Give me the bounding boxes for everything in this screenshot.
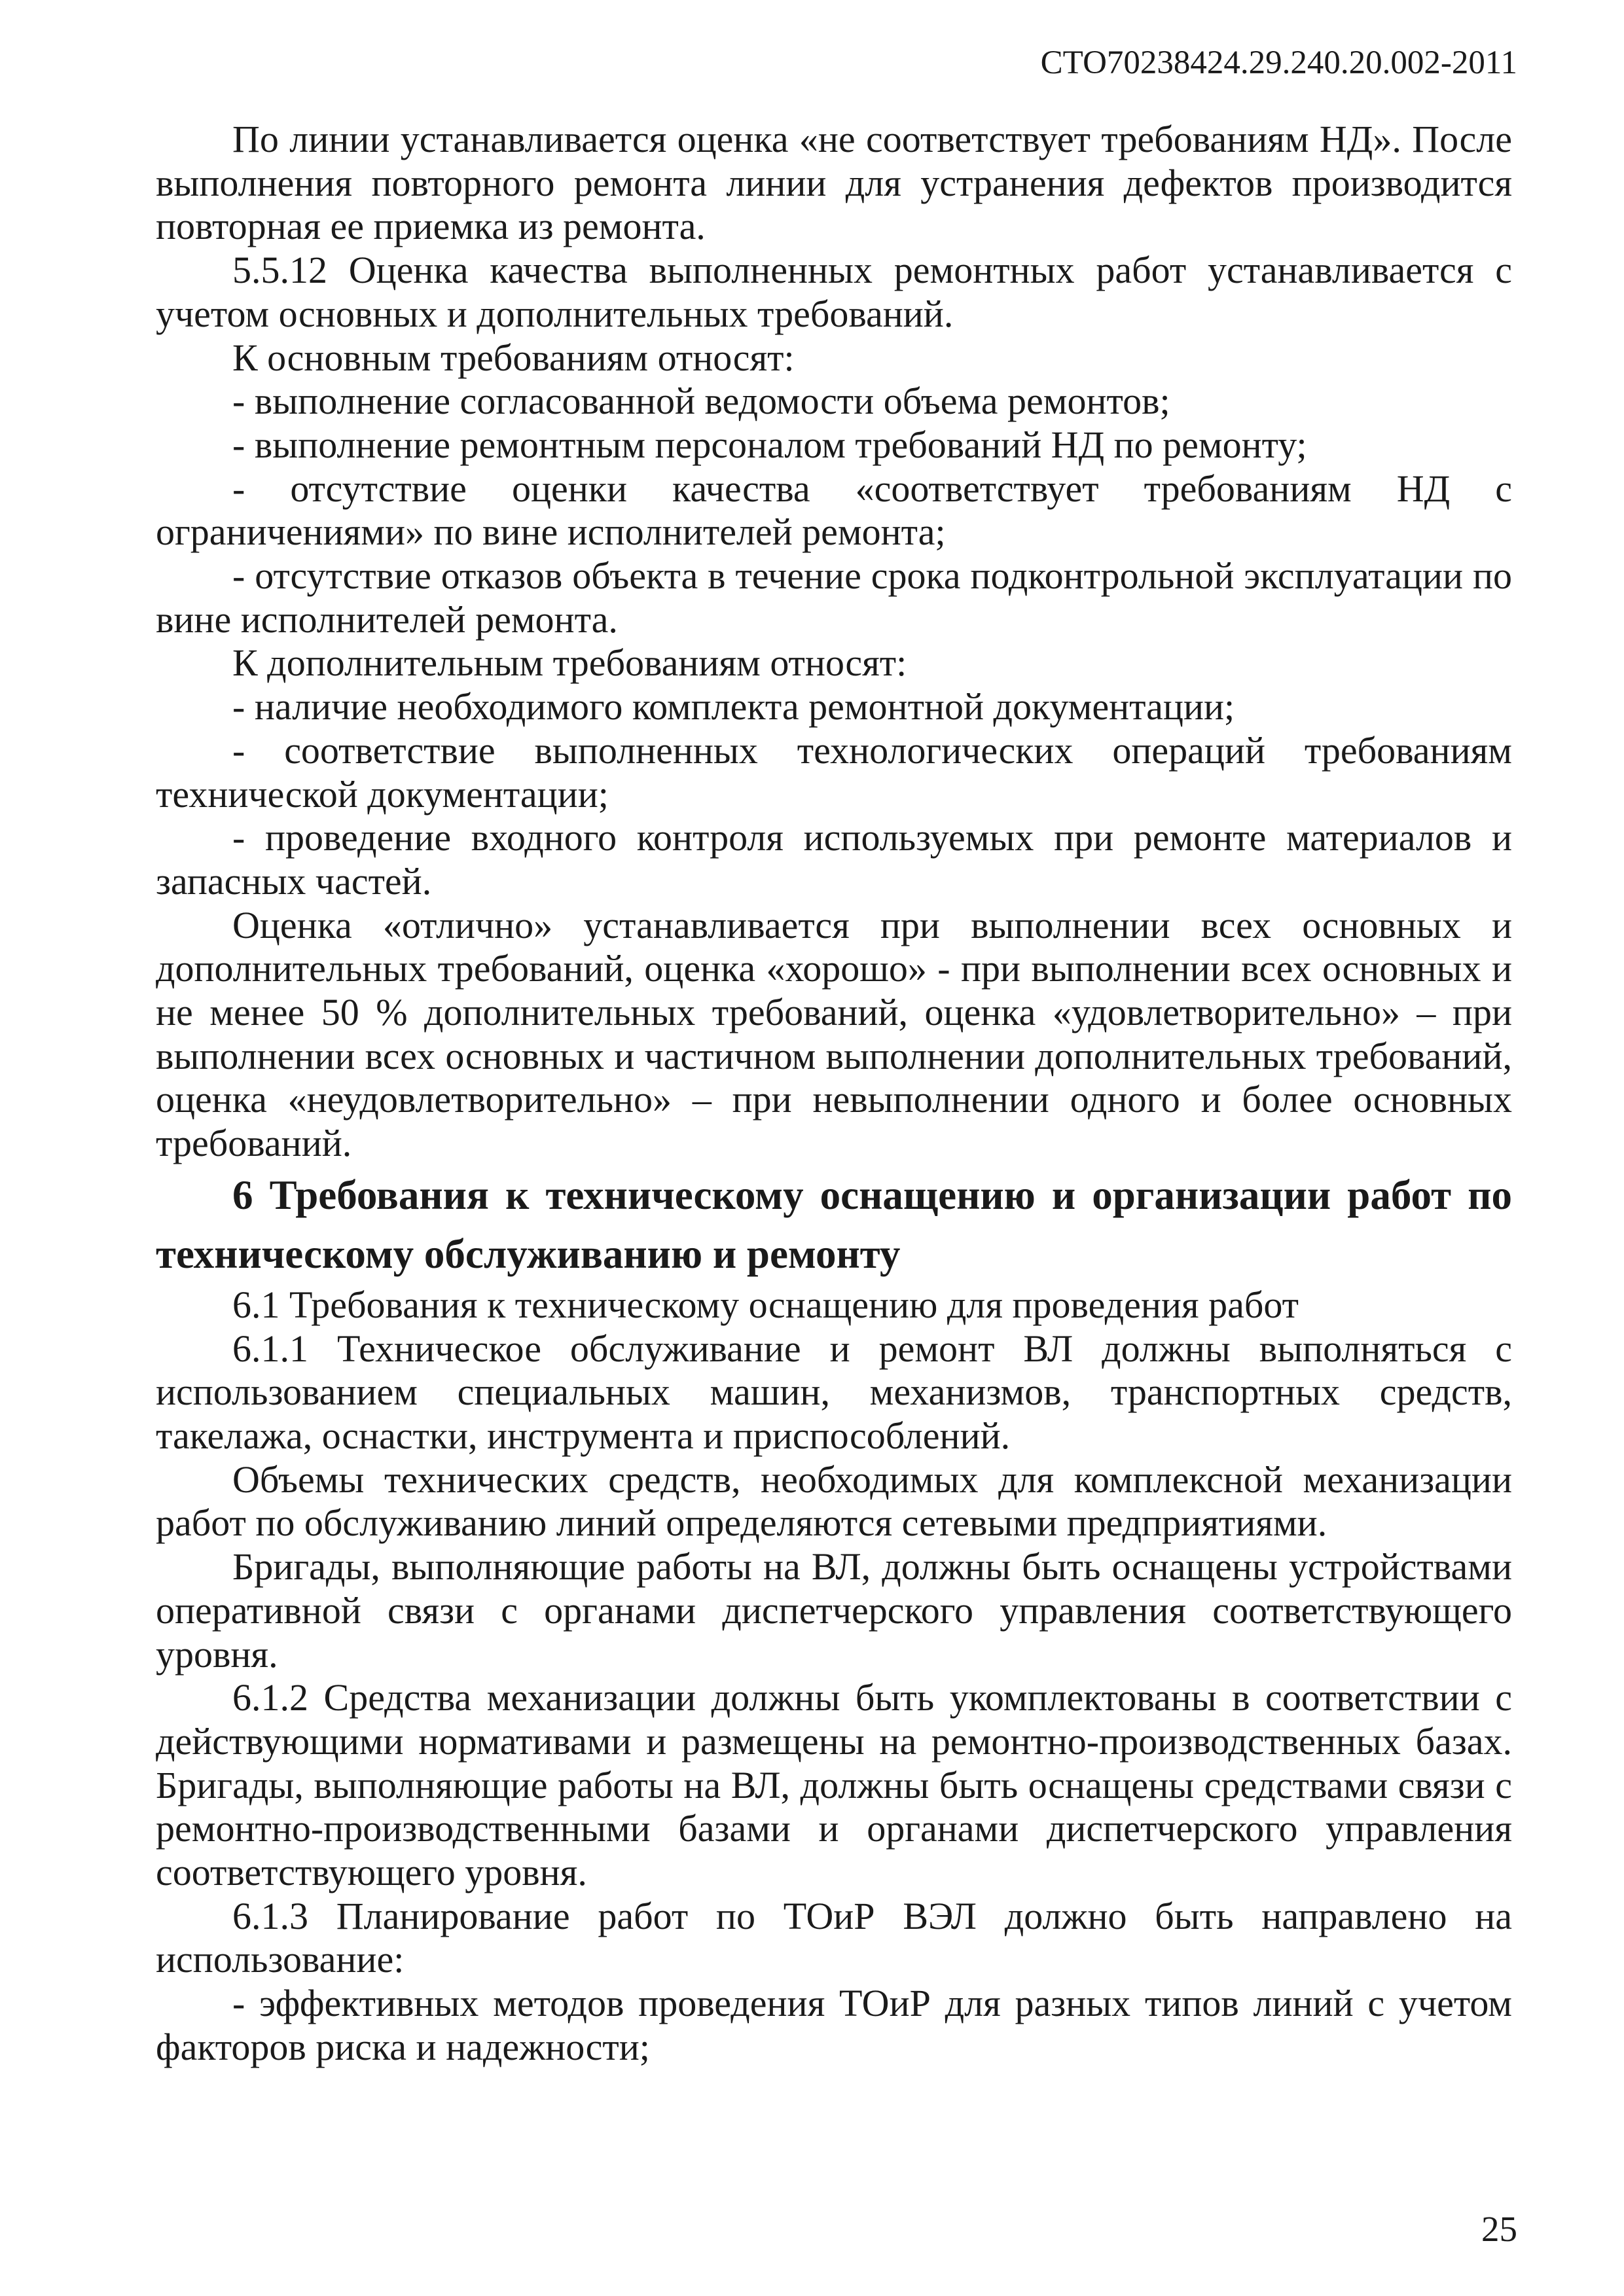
paragraph: Оценка «отлично» устанавливается при выполнении всех основных и дополнительных требований, оценка «хорошо» - при выполнении всех основных и не менее 50 % дополнительных требований, оценка «удовлетворительно» – при выполнении всех основных и частичном выполнении дополнительных требований, оценка «неудовлетворительно» – при невыполнении одного и более основных требований. [156,903,1512,1165]
list-item: - эффективных методов проведения ТОиР для разных типов линий с учетом факторов риска и надежности; [156,1982,1512,2068]
paragraph-clause-6-1-3: 6.1.3 Планирование работ по ТОиР ВЭЛ должно быть направлено на использование: [156,1894,1512,1981]
paragraph: Бригады, выполняющие работы на ВЛ, должны быть оснащены устройствами оперативной связи с органами диспетчерского управления соответствующего уровня. [156,1545,1512,1676]
paragraph-clause-6-1-1: 6.1.1 Техническое обслуживание и ремонт ВЛ должны выполняться с использованием специальных машин, механизмов, транспортных средств, такелажа, оснастки, инструмента и приспособлений. [156,1327,1512,1457]
list-item: - соответствие выполненных технологических операций требованиям технической документации; [156,728,1512,816]
list-item: - проведение входного контроля используемых при ремонте материалов и запасных частей. [156,816,1512,903]
paragraph: К основным требованиям относят: [232,336,795,379]
paragraph-clause-5-5-12: 5.5.12 Оценка качества выполненных ремонтных работ устанавливается с учетом основных и дополнительных требований. [156,249,1512,335]
section-6-heading: 6 Требования к техническому оснащению и организации работ по техническому обслуживанию и ремонту [156,1172,1512,1277]
document-code-header: СТО70238424.29.240.20.002-2011 [1040,45,1517,81]
paragraph: К дополнительным требованиям относят: [232,641,907,685]
list-item: - выполнение согласованной ведомости объема ремонтов; [232,380,1170,423]
subsection-6-1-heading: 6.1 Требования к техническому оснащению для проведения работ [232,1283,1299,1326]
list-item: - наличие необходимого комплекта ремонтной документации; [232,685,1235,728]
page-number: 25 [1481,2209,1517,2249]
list-item: - отсутствие отказов объекта в течение срока подконтрольной эксплуатации по вине исполнителей ремонта. [156,554,1512,641]
paragraph: Объемы технических средств, необходимых для комплексной механизации работ по обслуживанию линий определяются сетевыми предприятиями. [156,1458,1512,1545]
list-item: - выполнение ремонтным персоналом требований НД по ремонту; [232,423,1307,466]
list-item: - отсутствие оценки качества «соответствует требованиям НД с ограничениями» по вине исполнителей ремонта; [156,467,1512,554]
page-body [156,118,1512,2070]
paragraph-clause-6-1-2: 6.1.2 Средства механизации должны быть укомплектованы в соответствии с действующими нормативами и размещены на ремонтно-производственных базах. Бригады, выполняющие работы на ВЛ, должны быть оснащены средствами связи с ремонтно-производственными базами и органами диспетчерского управления соответствующего уровня. [156,1676,1512,1894]
paragraph: По линии устанавливается оценка «не соответствует требованиям НД». После выполнения повторного ремонта линии для устранения дефектов производится повторная ее приемка из ремонта. [156,118,1512,248]
